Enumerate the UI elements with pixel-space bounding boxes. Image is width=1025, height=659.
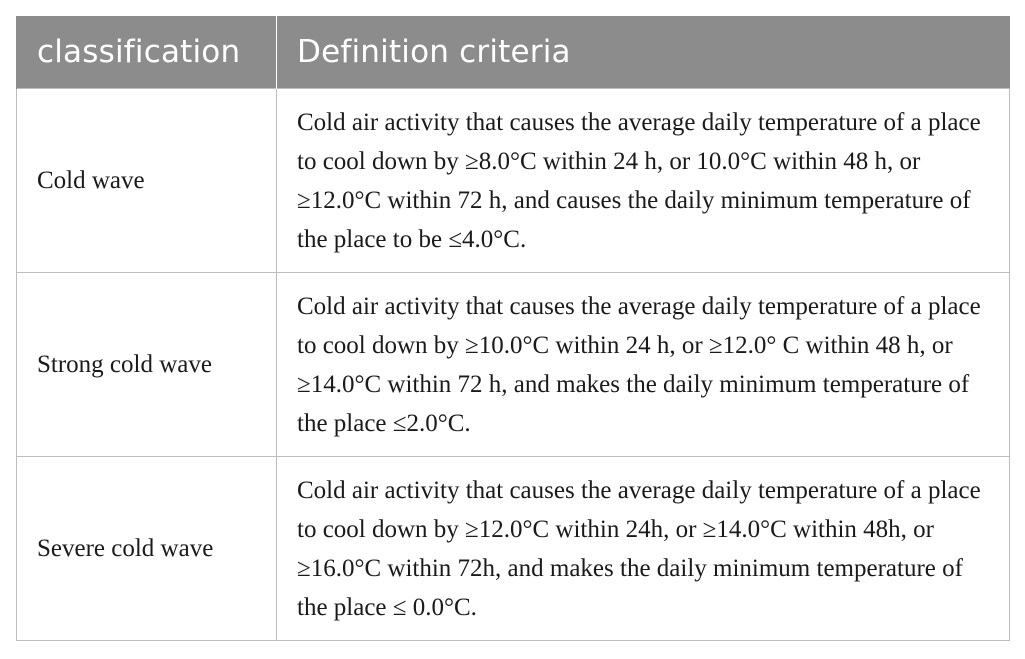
row-classification-cell: Cold wave (17, 89, 277, 273)
table-header (17, 16, 1010, 89)
header-definition-criteria: Definition criteria (277, 16, 1010, 89)
table-row (17, 273, 1010, 457)
header-classification: classification (17, 16, 277, 89)
row-classification-cell: Severe cold wave (17, 457, 277, 641)
header-row (17, 16, 1010, 89)
table-row (17, 457, 1010, 641)
row-classification-cell: Strong cold wave (17, 273, 277, 457)
classification-table-container (16, 16, 1009, 641)
row-criteria-cell: Cold air activity that causes the average daily temperature of a place to cool down by ≥12.0°C within 24h, or ≥14.0°C within 48h, or ≥16.0°C within 72h, and makes the daily minimum temperature of the place ≤ 0.0°C. (277, 457, 1010, 641)
row-criteria-cell: Cold air activity that causes the average daily temperature of a place to cool down by ≥8.0°C within 24 h, or 10.0°C within 48 h, or ≥12.0°C within 72 h, and causes the daily minimum temperature of the place to be ≤4.0°C. (277, 89, 1010, 273)
row-criteria-cell: Cold air activity that causes the average daily temperature of a place to cool down by ≥10.0°C within 24 h, or ≥12.0° C within 48 h, or ≥14.0°C within 72 h, and makes the daily minimum temperature of the place ≤2.0°C. (277, 273, 1010, 457)
table-row (17, 89, 1010, 273)
table-body (17, 89, 1010, 641)
cold-wave-classification-table (16, 16, 1010, 641)
